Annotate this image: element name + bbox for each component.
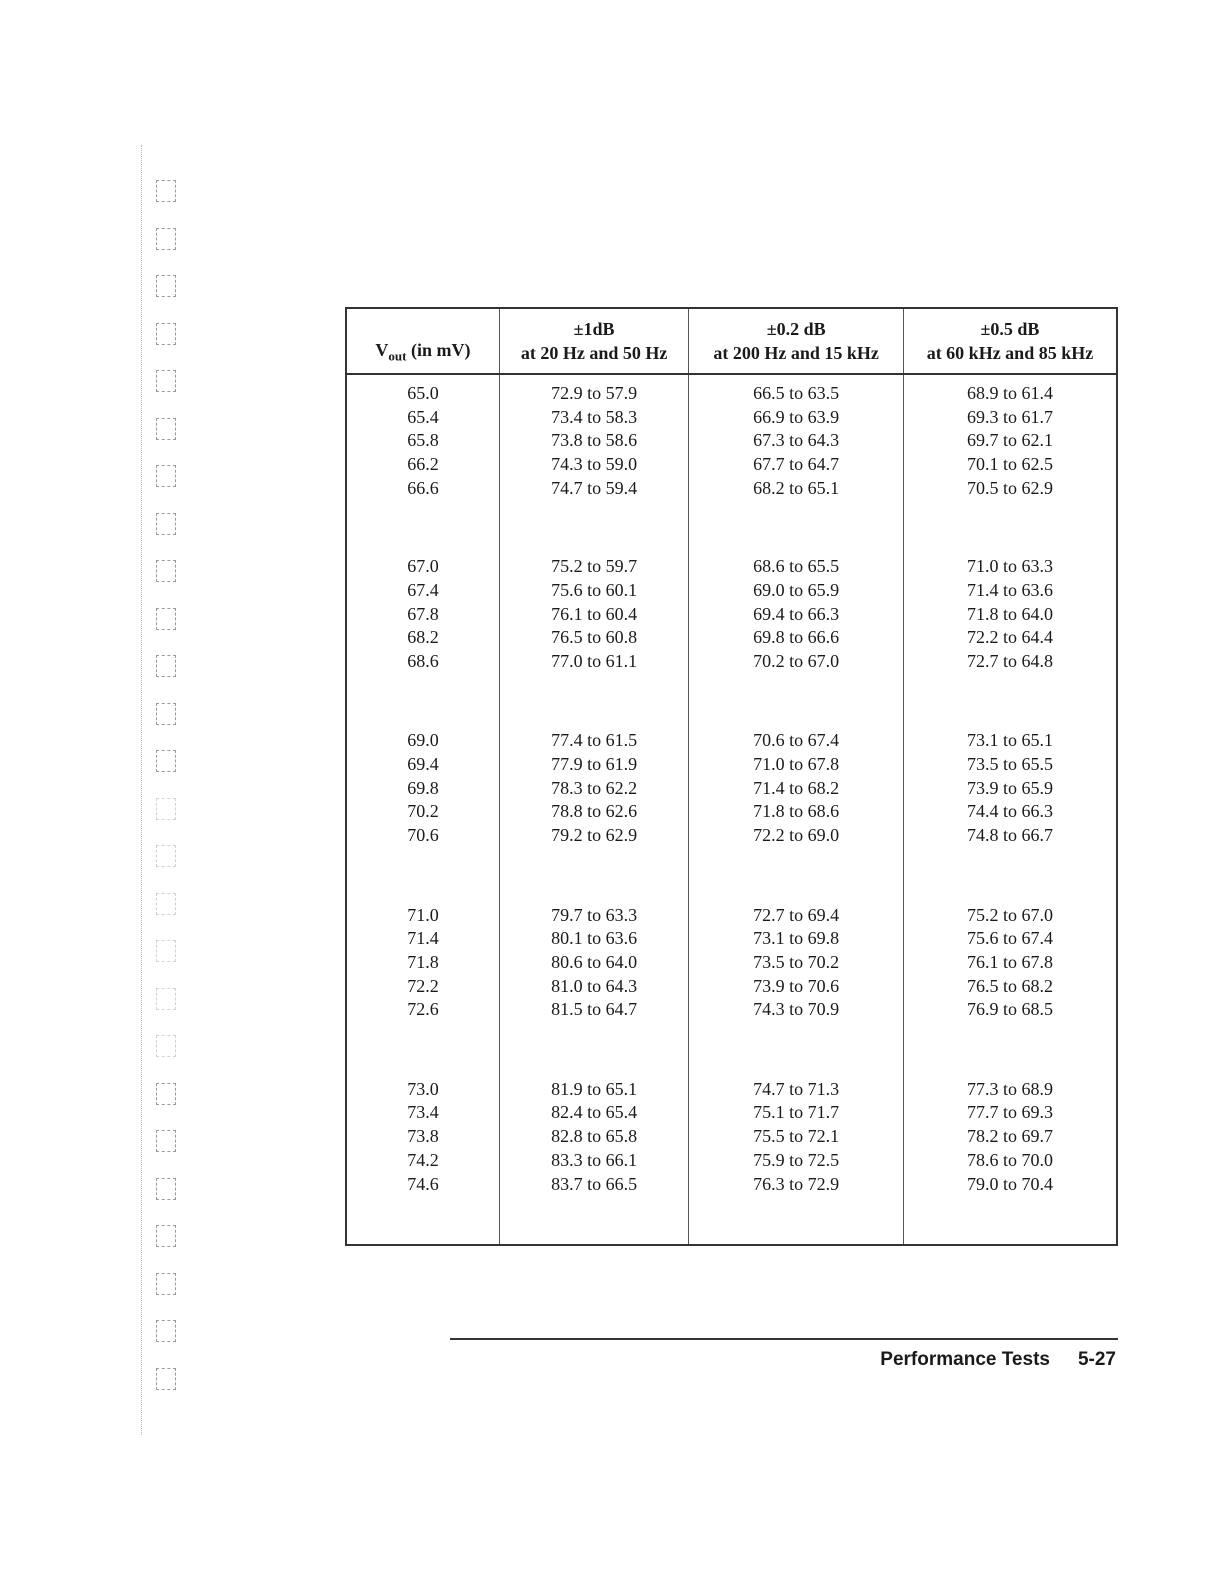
table-value: 73.8 (407, 1126, 439, 1147)
table-value: 74.2 (407, 1149, 439, 1170)
table-cell-db05 (903, 548, 1117, 722)
table-value: 69.8 (407, 777, 439, 798)
table-value: 75.6 to 60.1 (551, 579, 638, 600)
table-value: 71.8 (407, 951, 439, 972)
table-value: 83.3 to 66.1 (551, 1149, 638, 1170)
binder-hole (156, 1225, 176, 1247)
table-value: 72.7 to 69.4 (753, 904, 840, 925)
binder-hole (156, 275, 176, 297)
table-cell-db05 (903, 722, 1117, 896)
table-value: 65.0 (407, 383, 439, 403)
table-value: 81.9 to 65.1 (551, 1078, 638, 1099)
binder-hole (156, 1083, 176, 1105)
table-value: 81.0 to 64.3 (551, 975, 638, 996)
table-value: 68.2 to 65.1 (753, 477, 840, 498)
table-value: 79.7 to 63.3 (551, 904, 638, 925)
table-value: 66.9 to 63.9 (753, 406, 840, 427)
table-row-group (346, 548, 1117, 722)
table-cell-db02 (689, 722, 904, 896)
table-value: 70.2 (407, 801, 439, 822)
header-vout: $V_{out}$ (in mV) (346, 308, 499, 374)
table-cell-db02 (689, 897, 904, 1071)
table-row-group (346, 722, 1117, 896)
table-value: 78.8 to 62.6 (551, 801, 638, 822)
table-value: 73.8 to 58.6 (551, 430, 638, 451)
table-value: 77.4 to 61.5 (551, 730, 638, 751)
table-value: 65.8 (407, 430, 439, 451)
table-value: 80.6 to 64.0 (551, 951, 638, 972)
table-cell-vout (346, 548, 499, 722)
table-value: 69.4 to 66.3 (753, 603, 840, 624)
table-cell-db1 (499, 1071, 688, 1245)
table-cell-db05 (903, 1071, 1117, 1245)
binder-hole (156, 1368, 176, 1390)
table-value: 67.4 (407, 579, 439, 600)
table-value: 73.9 to 65.9 (966, 777, 1053, 798)
table-value: 73.5 to 65.5 (966, 754, 1053, 775)
table-value: 75.1 to 71.7 (753, 1102, 840, 1123)
table-value: 70.6 to 67.4 (753, 730, 840, 751)
table-cell-db05 (903, 374, 1117, 548)
table-cell-vout (346, 722, 499, 896)
table-value: 77.0 to 61.1 (551, 651, 638, 671)
table-value: 82.4 to 65.4 (551, 1102, 638, 1123)
table-cell-db02 (689, 548, 904, 722)
table-value: 65.4 (407, 406, 439, 427)
table-value: 68.6 (407, 651, 439, 671)
table-cell-db02 (689, 374, 904, 548)
table-value: 69.7 to 62.1 (966, 430, 1053, 451)
table-value: 71.0 to 67.8 (753, 754, 840, 775)
binder-hole (156, 940, 176, 962)
binder-hole (156, 988, 176, 1010)
table-value: 78.6 to 70.0 (966, 1149, 1053, 1170)
table-value: 67.3 to 64.3 (753, 430, 840, 451)
level-limits-table (345, 307, 1118, 1246)
table-value: 73.1 to 69.8 (753, 928, 840, 949)
table-row-group (346, 1071, 1117, 1245)
table-value: 69.8 to 66.6 (753, 627, 840, 648)
table-value: 76.1 to 67.8 (966, 951, 1053, 972)
page-footer (880, 1349, 1116, 1371)
binder-hole (156, 1320, 176, 1342)
binder-hole (156, 418, 176, 440)
table-value: 70.5 to 62.9 (966, 477, 1053, 498)
table-value: 73.9 to 70.6 (753, 975, 840, 996)
table-header-row (346, 308, 1117, 374)
binder-hole (156, 560, 176, 582)
table-value: 71.4 to 68.2 (753, 777, 840, 798)
page-number: 5-27 (1077, 1349, 1116, 1370)
binder-hole (156, 703, 176, 725)
header-1db: ±1dB at 20 Hz and 50 Hz (499, 308, 688, 374)
table-value: 70.6 (407, 825, 439, 846)
table-value: 83.7 to 66.5 (551, 1173, 638, 1194)
binder-hole (156, 1178, 176, 1200)
table-value: 74.7 to 71.3 (753, 1078, 840, 1099)
table-cell-db1 (499, 897, 688, 1071)
table-value: 69.0 (407, 730, 439, 751)
binder-hole (156, 180, 176, 202)
table-value: 80.1 to 63.6 (551, 928, 638, 949)
binder-hole (156, 228, 176, 250)
table-value: 75.2 to 59.7 (551, 556, 638, 577)
table-cell-db02 (689, 1071, 904, 1245)
table-cell-db1 (499, 548, 688, 722)
table-row-group (346, 374, 1117, 548)
table-value: 69.4 (407, 754, 439, 775)
table-value: 77.9 to 61.9 (551, 754, 638, 775)
table-value: 72.2 to 64.4 (966, 627, 1053, 648)
table-row-group (346, 897, 1117, 1071)
table-cell-db1 (499, 722, 688, 896)
table-value: 71.0 (407, 904, 439, 925)
table-value: 74.7 to 59.4 (551, 477, 638, 498)
table-cell-vout (346, 897, 499, 1071)
binder-hole (156, 655, 176, 677)
binder-hole (156, 608, 176, 630)
table-value: 75.5 to 72.1 (753, 1126, 840, 1147)
table-value: 74.3 to 70.9 (753, 999, 840, 1020)
table-value: 74.4 to 66.3 (966, 801, 1053, 822)
table-value: 71.4 (407, 928, 439, 949)
binder-hole (156, 1035, 176, 1057)
table-value: 75.6 to 67.4 (966, 928, 1053, 949)
table-value: 73.5 to 70.2 (753, 951, 840, 972)
table-value: 76.5 to 68.2 (966, 975, 1053, 996)
table-value: 79.0 to 70.4 (966, 1173, 1053, 1194)
binder-hole (156, 513, 176, 535)
table-value: 68.9 to 61.4 (966, 383, 1053, 403)
table-value: 69.0 to 65.9 (753, 579, 840, 600)
table-value: 75.2 to 67.0 (966, 904, 1053, 925)
footer-rule (450, 1338, 1118, 1340)
table-value: 72.9 to 57.9 (551, 383, 638, 403)
table-value: 75.9 to 72.5 (753, 1149, 840, 1170)
binder-margin-line (141, 145, 142, 1435)
table-value: 76.1 to 60.4 (551, 603, 638, 624)
table-value: 73.4 (407, 1102, 439, 1123)
table-value: 67.7 to 64.7 (753, 454, 840, 475)
table-value: 77.3 to 68.9 (966, 1078, 1053, 1099)
table-value: 73.4 to 58.3 (551, 406, 638, 427)
binder-hole (156, 750, 176, 772)
binder-hole (156, 893, 176, 915)
table-cell-vout (346, 374, 499, 548)
binder-hole (156, 370, 176, 392)
table-value: 79.2 to 62.9 (551, 825, 638, 846)
table-value: 74.3 to 59.0 (551, 454, 638, 475)
table-value: 76.3 to 72.9 (753, 1173, 840, 1194)
table-value: 72.2 (407, 975, 439, 996)
table-value: 66.6 (407, 477, 439, 498)
table-value: 76.5 to 60.8 (551, 627, 638, 648)
binder-hole (156, 845, 176, 867)
binder-hole (156, 798, 176, 820)
table-value: 77.7 to 69.3 (966, 1102, 1053, 1123)
table-cell-db05 (903, 897, 1117, 1071)
table-value: 71.0 to 63.3 (966, 556, 1053, 577)
table-value: 78.3 to 62.2 (551, 777, 638, 798)
binder-hole (156, 465, 176, 487)
table-value: 71.8 to 64.0 (966, 603, 1053, 624)
table-value: 72.7 to 64.8 (966, 651, 1053, 671)
table-value: 74.6 (407, 1173, 439, 1194)
binder-hole (156, 323, 176, 345)
table-value: 69.3 to 61.7 (966, 406, 1053, 427)
binder-hole (156, 1130, 176, 1152)
table-value: 74.8 to 66.7 (966, 825, 1053, 846)
table-value: 71.8 to 68.6 (753, 801, 840, 822)
table-value: 68.6 to 65.5 (753, 556, 840, 577)
table-value: 70.1 to 62.5 (966, 454, 1053, 475)
table-cell-db1 (499, 374, 688, 548)
table-value: 72.6 (407, 999, 439, 1020)
table-cell-vout (346, 1071, 499, 1245)
footer-section-title: Performance Tests (880, 1349, 1050, 1370)
table-value: 67.0 (407, 556, 439, 577)
table-value: 73.0 (407, 1078, 439, 1099)
table-value: 66.5 to 63.5 (753, 383, 840, 403)
table-value: 82.8 to 65.8 (551, 1126, 638, 1147)
header-05db: ±0.5 dB at 60 kHz and 85 kHz (903, 308, 1117, 374)
table-value: 68.2 (407, 627, 439, 648)
table-value: 76.9 to 68.5 (966, 999, 1053, 1020)
binder-hole (156, 1273, 176, 1295)
header-02db: ±0.2 dB at 200 Hz and 15 kHz (689, 308, 904, 374)
table-value: 78.2 to 69.7 (966, 1126, 1053, 1147)
table-value: 67.8 (407, 603, 439, 624)
table-value: 73.1 to 65.1 (966, 730, 1053, 751)
table-value: 70.2 to 67.0 (753, 651, 840, 671)
table-value: 71.4 to 63.6 (966, 579, 1053, 600)
table-value: 72.2 to 69.0 (753, 825, 840, 846)
table-value: 66.2 (407, 454, 439, 475)
table-value: 81.5 to 64.7 (551, 999, 638, 1020)
